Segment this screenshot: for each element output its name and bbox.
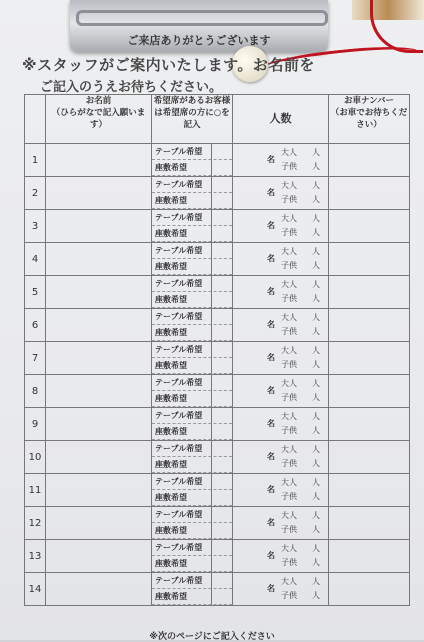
row-number: 5	[25, 276, 46, 309]
table-option: テーブル希望	[152, 243, 232, 259]
table-row	[25, 408, 410, 441]
zashiki-option: 座敷希望	[152, 424, 232, 440]
child-label: 子供	[281, 426, 297, 435]
seat-preference[interactable]	[152, 474, 233, 507]
adult-label: 大人	[281, 544, 297, 553]
adult-label: 大人	[281, 511, 297, 520]
staff-notice: ※スタッフがご案内いたします。お名前を	[22, 56, 315, 74]
clip-wire	[76, 10, 328, 26]
count-label: 名	[267, 485, 275, 494]
mark-box[interactable]	[211, 474, 232, 506]
seat-preference[interactable]	[152, 144, 233, 177]
mark-box[interactable]	[211, 243, 232, 275]
party-size-field[interactable]	[233, 309, 329, 342]
mark-box[interactable]	[211, 177, 232, 209]
zashiki-option: 座敷希望	[152, 490, 232, 506]
table-row	[25, 507, 410, 540]
seat-preference[interactable]	[152, 540, 233, 573]
adult-unit: 人	[312, 478, 320, 487]
count-label: 名	[267, 254, 275, 263]
adult-label: 大人	[281, 148, 297, 157]
adult-unit: 人	[312, 280, 320, 289]
car-number-field[interactable]	[329, 243, 410, 276]
zashiki-option: 座敷希望	[152, 259, 232, 275]
zashiki-option: 座敷希望	[152, 358, 232, 374]
table-row	[25, 309, 410, 342]
child-label: 子供	[281, 492, 297, 501]
staff-notice-2: ご記入のうえお待ちください。	[40, 80, 223, 95]
car-number-field[interactable]	[329, 474, 410, 507]
count-label: 名	[267, 386, 275, 395]
mark-box[interactable]	[211, 408, 232, 440]
child-label: 子供	[281, 327, 297, 336]
mark-box[interactable]	[211, 507, 232, 539]
row-number: 1	[25, 144, 46, 177]
count-label: 名	[267, 155, 275, 164]
table-row	[25, 474, 410, 507]
zashiki-option: 座敷希望	[152, 160, 232, 176]
row-number: 12	[25, 507, 46, 540]
row-number: 8	[25, 375, 46, 408]
car-number-field[interactable]	[329, 540, 410, 573]
seat-preference[interactable]	[152, 243, 233, 276]
clipboard-clip	[70, 0, 328, 52]
party-size-field[interactable]	[233, 342, 329, 375]
zashiki-option: 座敷希望	[152, 589, 232, 605]
zashiki-option: 座敷希望	[152, 226, 232, 242]
child-unit: 人	[312, 393, 320, 402]
table-option: テーブル希望	[152, 276, 232, 292]
child-unit: 人	[312, 558, 320, 567]
child-unit: 人	[312, 492, 320, 501]
party-size-field[interactable]	[233, 573, 329, 606]
zashiki-option: 座敷希望	[152, 556, 232, 572]
table-option: テーブル希望	[152, 441, 232, 457]
row-number: 2	[25, 177, 46, 210]
car-number-field[interactable]	[329, 441, 410, 474]
row-number: 13	[25, 540, 46, 573]
table-row	[25, 540, 410, 573]
name-field[interactable]	[46, 507, 152, 540]
mark-box[interactable]	[211, 573, 232, 605]
table-row	[25, 243, 410, 276]
child-unit: 人	[312, 525, 320, 534]
child-label: 子供	[281, 261, 297, 270]
child-label: 子供	[281, 294, 297, 303]
seat-preference[interactable]	[152, 276, 233, 309]
car-number-field[interactable]	[329, 276, 410, 309]
adult-unit: 人	[312, 511, 320, 520]
party-size-field[interactable]	[233, 144, 329, 177]
party-size-field[interactable]	[233, 276, 329, 309]
waitlist-table	[24, 94, 410, 606]
zashiki-option: 座敷希望	[152, 391, 232, 407]
party-size-field[interactable]	[233, 210, 329, 243]
count-label: 名	[267, 221, 275, 230]
party-size-field[interactable]	[233, 375, 329, 408]
party-size-field[interactable]	[233, 243, 329, 276]
car-number-field[interactable]	[329, 375, 410, 408]
child-unit: 人	[312, 591, 320, 600]
mark-box[interactable]	[211, 210, 232, 242]
count-label: 名	[267, 419, 275, 428]
row-number: 11	[25, 474, 46, 507]
party-size-field[interactable]	[233, 408, 329, 441]
count-label: 名	[267, 518, 275, 527]
table-row	[25, 177, 410, 210]
name-field[interactable]	[46, 474, 152, 507]
child-label: 子供	[281, 459, 297, 468]
name-field[interactable]	[46, 276, 152, 309]
name-field[interactable]	[46, 243, 152, 276]
name-field[interactable]	[46, 540, 152, 573]
table-option: テーブル希望	[152, 309, 232, 325]
row-number: 10	[25, 441, 46, 474]
adult-label: 大人	[281, 181, 297, 190]
zashiki-option: 座敷希望	[152, 523, 232, 539]
adult-unit: 人	[312, 214, 320, 223]
car-number-field[interactable]	[329, 309, 410, 342]
zashiki-option: 座敷希望	[152, 457, 232, 473]
table-row	[25, 276, 410, 309]
row-number: 9	[25, 408, 46, 441]
table-option: テーブル希望	[152, 408, 232, 424]
child-unit: 人	[312, 327, 320, 336]
mark-box[interactable]	[211, 144, 232, 176]
count-label: 名	[267, 188, 275, 197]
adult-unit: 人	[312, 346, 320, 355]
table-option: テーブル希望	[152, 573, 232, 589]
seat-preference[interactable]	[152, 309, 233, 342]
table-row	[25, 144, 410, 177]
car-number-field[interactable]	[329, 507, 410, 540]
party-size-field[interactable]	[233, 177, 329, 210]
zashiki-option: 座敷希望	[152, 193, 232, 209]
party-size-field[interactable]	[233, 540, 329, 573]
child-unit: 人	[312, 162, 320, 171]
name-field[interactable]	[46, 408, 152, 441]
row-number: 3	[25, 210, 46, 243]
seat-preference[interactable]	[152, 375, 233, 408]
child-unit: 人	[312, 360, 320, 369]
table-option: テーブル希望	[152, 507, 232, 523]
adult-label: 大人	[281, 412, 297, 421]
adult-label: 大人	[281, 577, 297, 586]
child-unit: 人	[312, 195, 320, 204]
car-number-field[interactable]	[329, 144, 410, 177]
adult-label: 大人	[281, 346, 297, 355]
count-label: 名	[267, 353, 275, 362]
adult-label: 大人	[281, 247, 297, 256]
name-field[interactable]	[46, 210, 152, 243]
table-option: テーブル希望	[152, 342, 232, 358]
car-number-field[interactable]	[329, 177, 410, 210]
party-size-field[interactable]	[233, 474, 329, 507]
child-label: 子供	[281, 591, 297, 600]
count-label: 名	[267, 452, 275, 461]
table-option: テーブル希望	[152, 210, 232, 226]
adult-unit: 人	[312, 148, 320, 157]
child-label: 子供	[281, 558, 297, 567]
child-label: 子供	[281, 162, 297, 171]
mark-box[interactable]	[211, 441, 232, 473]
party-size-field[interactable]	[233, 507, 329, 540]
adult-unit: 人	[312, 379, 320, 388]
adult-unit: 人	[312, 181, 320, 190]
child-unit: 人	[312, 459, 320, 468]
adult-label: 大人	[281, 379, 297, 388]
seat-preference[interactable]	[152, 507, 233, 540]
seat-preference[interactable]	[152, 342, 233, 375]
table-option: テーブル希望	[152, 177, 232, 193]
car-number-field[interactable]	[329, 573, 410, 606]
child-label: 子供	[281, 228, 297, 237]
count-label: 名	[267, 584, 275, 593]
adult-unit: 人	[312, 544, 320, 553]
row-number: 6	[25, 309, 46, 342]
child-label: 子供	[281, 393, 297, 402]
zashiki-option: 座敷希望	[152, 325, 232, 341]
table-row	[25, 210, 410, 243]
adult-label: 大人	[281, 478, 297, 487]
child-unit: 人	[312, 294, 320, 303]
name-field[interactable]	[46, 441, 152, 474]
mark-box[interactable]	[211, 309, 232, 341]
header-seat: 希望席があるお客様は希望席の方に○を記入	[152, 95, 233, 144]
count-label: 名	[267, 551, 275, 560]
mark-box[interactable]	[211, 375, 232, 407]
header-people: 人数	[233, 95, 329, 144]
child-label: 子供	[281, 360, 297, 369]
header-name: お名前 （ひらがなで記入願います）	[46, 95, 152, 144]
seat-preference[interactable]	[152, 177, 233, 210]
table-option: テーブル希望	[152, 474, 232, 490]
header-car: お車ナンバー （お車でお待ちください）	[329, 95, 410, 144]
mark-box[interactable]	[211, 342, 232, 374]
adult-unit: 人	[312, 412, 320, 421]
adult-unit: 人	[312, 247, 320, 256]
table-row	[25, 375, 410, 408]
adult-unit: 人	[312, 445, 320, 454]
count-label: 名	[267, 287, 275, 296]
seat-preference[interactable]	[152, 408, 233, 441]
adult-label: 大人	[281, 313, 297, 322]
car-number-field[interactable]	[329, 408, 410, 441]
header-number	[25, 95, 46, 144]
adult-label: 大人	[281, 214, 297, 223]
table-option: テーブル希望	[152, 144, 232, 160]
name-field[interactable]	[46, 573, 152, 606]
adult-label: 大人	[281, 445, 297, 454]
child-unit: 人	[312, 426, 320, 435]
car-number-field[interactable]	[329, 342, 410, 375]
name-field[interactable]	[46, 309, 152, 342]
seat-preference[interactable]	[152, 441, 233, 474]
table-option: テーブル希望	[152, 540, 232, 556]
row-number: 7	[25, 342, 46, 375]
child-unit: 人	[312, 261, 320, 270]
adult-unit: 人	[312, 313, 320, 322]
name-field[interactable]	[46, 375, 152, 408]
party-size-field[interactable]	[233, 441, 329, 474]
name-field[interactable]	[46, 342, 152, 375]
name-field[interactable]	[46, 144, 152, 177]
zashiki-option: 座敷希望	[152, 292, 232, 308]
table-row	[25, 342, 410, 375]
table-option: テーブル希望	[152, 375, 232, 391]
seat-preference[interactable]	[152, 210, 233, 243]
table-header-row	[25, 95, 410, 144]
child-label: 子供	[281, 195, 297, 204]
mark-box[interactable]	[211, 276, 232, 308]
next-page-note: ※次のページにご記入ください	[149, 632, 275, 642]
table-row	[25, 573, 410, 606]
car-number-field[interactable]	[329, 210, 410, 243]
row-number: 14	[25, 573, 46, 606]
child-unit: 人	[312, 228, 320, 237]
adult-unit: 人	[312, 577, 320, 586]
mark-box[interactable]	[211, 540, 232, 572]
name-field[interactable]	[46, 177, 152, 210]
child-label: 子供	[281, 525, 297, 534]
table-row	[25, 441, 410, 474]
adult-label: 大人	[281, 280, 297, 289]
seat-preference[interactable]	[152, 573, 233, 606]
welcome-title: ご来店ありがとうございます	[127, 34, 271, 47]
row-number: 4	[25, 243, 46, 276]
count-label: 名	[267, 320, 275, 329]
